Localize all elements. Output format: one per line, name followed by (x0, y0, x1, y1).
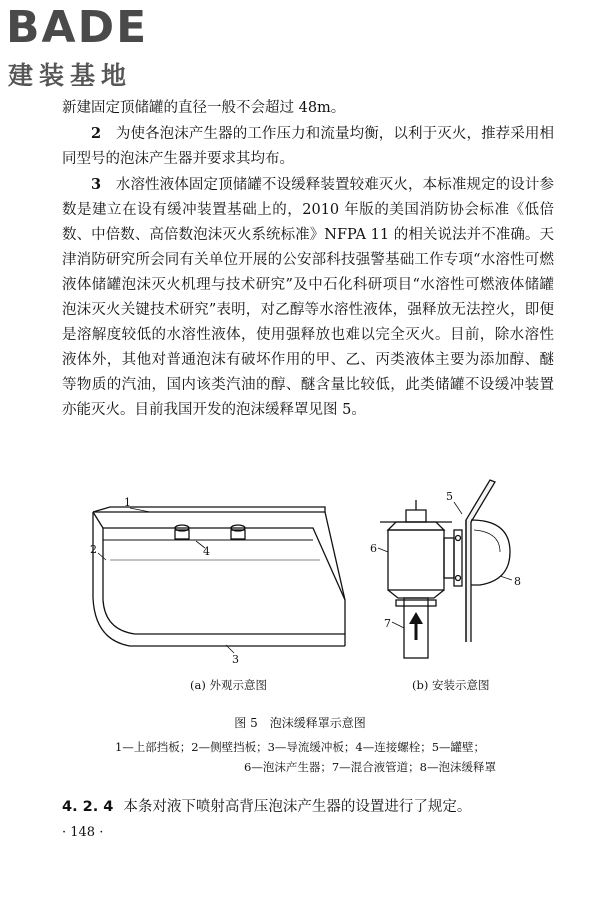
logo-subtitle: 建装基地 (8, 61, 133, 90)
paragraph-3-number: 3 (91, 176, 102, 193)
label-b-6: 6 (370, 542, 377, 555)
paragraph-2-text: 为使各泡沫产生器的工作压力和流量均衡，以利于灭火，推荐采用相同型号的泡沫产生器并要求其均布。 (62, 126, 555, 167)
logo-brand: BADE (6, 2, 149, 53)
figure-legend-line-1: 1—上部挡板；2—侧壁挡板；3—导流缓冲板；4—连接螺栓；5—罐壁； (114, 740, 486, 754)
section-4-2-4 (62, 795, 562, 816)
page-number: · 148 · (62, 825, 104, 840)
diagram-b-labels (370, 490, 521, 630)
figure-title: 图 5 泡沫缓释罩示意图 (234, 716, 366, 730)
flow-arrow-head (409, 612, 423, 624)
label-b-8: 8 (514, 575, 521, 588)
label-a-1: 1 (124, 496, 131, 509)
label-a-4: 4 (203, 545, 210, 558)
paragraph-1-text: 新建固定顶储罐的直径一般不会超过 48m。 (62, 100, 346, 116)
subcaption-a: (a) 外观示意图 (190, 678, 267, 692)
diagram-a-labels (90, 496, 239, 666)
label-a-3: 3 (232, 653, 239, 666)
label-a-2: 2 (90, 543, 97, 556)
figure-legend-line-2: 6—泡沫产生器；7—混合液管道；8—泡沫缓释罩 (244, 760, 496, 774)
diagram-b-installation (378, 480, 512, 658)
paragraph-2-number: 2 (91, 125, 102, 142)
section-number: 4. 2. 4 (62, 799, 114, 815)
label-b-5: 5 (446, 490, 453, 503)
paragraph-3-text: 水溶性液体固定顶储罐不设缓释装置较难灭火，本标准规定的设计参数是建立在设有缓冲装置基础上的，2010 年版的美国消防协会标准《低倍数、中倍数、高倍数泡沫灭火系统标准》NFPA 11 的相关说法并不准确。天津消防研究所会同有关单位开展的公安部科技强警基础工作专项“水溶性可燃液体储罐泡沫灭火机理与技术研究”及中石化科研项目“水溶性可燃液体储罐泡沫灭火关键技术研究”表明，对乙醇等水溶性液体，强释放无法控火，即便是溶解度较低的水溶性液体，使用强释放也难以完全灭火。目前，除水溶性液体外，其他对普通泡沫有破坏作用的甲、乙、丙类液体主要为添加醇、醚等物质的汽油，国内该类汽油的醇、醚含量比较低，此类储罐不设缓冲装置亦能灭火。目前我国开发的泡沫缓释罩见图 5。 (62, 177, 555, 418)
diagram-a-foam-release-hood (93, 507, 345, 653)
label-b-7: 7 (384, 617, 391, 630)
section-text: 本条对液下喷射高背压泡沫产生器的设置进行了规定。 (123, 799, 472, 815)
subcaption-b: (b) 安装示意图 (412, 678, 490, 692)
